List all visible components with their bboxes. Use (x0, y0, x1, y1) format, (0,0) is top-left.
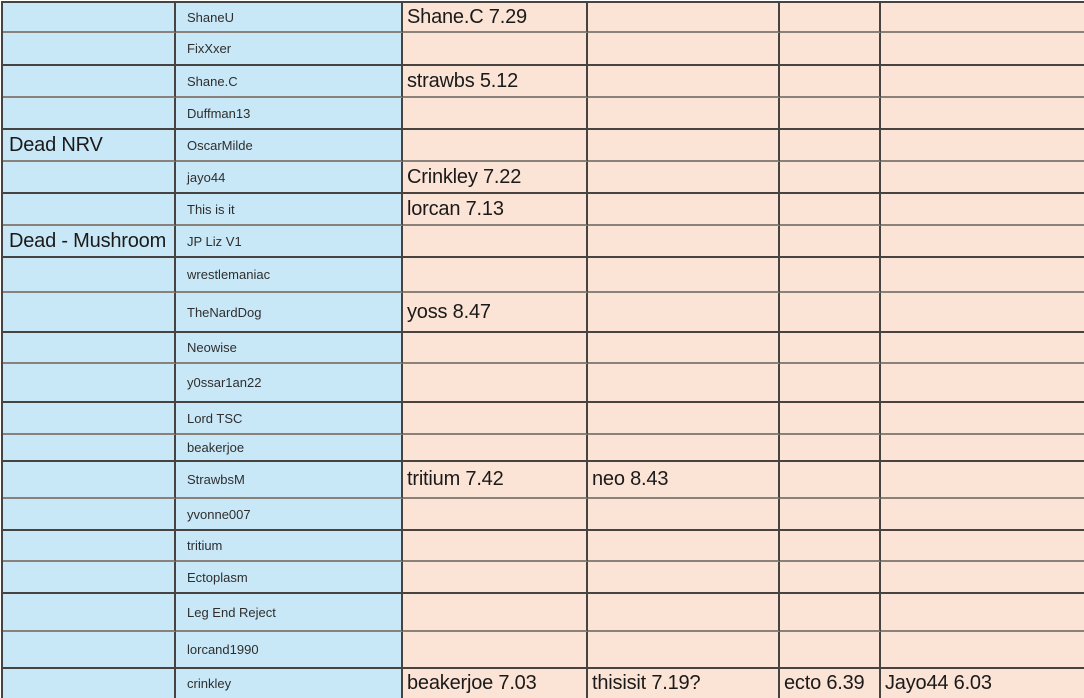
score3-cell[interactable] (780, 499, 881, 531)
group-cell[interactable]: Dead NRV (3, 130, 176, 162)
score3-cell[interactable] (780, 258, 881, 293)
score2-cell[interactable] (588, 562, 780, 594)
score1-cell[interactable] (403, 33, 588, 66)
score2-cell[interactable] (588, 594, 780, 632)
group-cell[interactable] (3, 66, 176, 98)
player-cell[interactable]: y0ssar1an22 (176, 364, 403, 403)
score1-cell[interactable] (403, 531, 588, 562)
player-cell[interactable]: yvonne007 (176, 499, 403, 531)
score4-cell[interactable] (881, 333, 1084, 364)
score4-cell[interactable] (881, 162, 1084, 194)
score4-cell[interactable] (881, 462, 1084, 499)
score1-cell[interactable] (403, 403, 588, 435)
score3-cell[interactable] (780, 333, 881, 364)
score1-cell[interactable]: beakerjoe 7.03 (403, 669, 588, 698)
player-cell[interactable]: crinkley (176, 669, 403, 698)
group-cell[interactable] (3, 462, 176, 499)
score3-cell[interactable] (780, 632, 881, 669)
score3-cell[interactable] (780, 226, 881, 258)
group-cell[interactable] (3, 364, 176, 403)
score3-cell[interactable] (780, 98, 881, 130)
group-cell[interactable] (3, 162, 176, 194)
score2-cell[interactable] (588, 226, 780, 258)
score3-cell[interactable] (780, 162, 881, 194)
score2-cell[interactable] (588, 364, 780, 403)
player-cell[interactable]: StrawbsM (176, 462, 403, 499)
player-cell[interactable]: JP Liz V1 (176, 226, 403, 258)
score3-cell[interactable] (780, 435, 881, 462)
group-cell[interactable] (3, 3, 176, 33)
score1-cell[interactable] (403, 130, 588, 162)
group-cell[interactable] (3, 594, 176, 632)
group-cell[interactable] (3, 531, 176, 562)
score1-cell[interactable]: lorcan 7.13 (403, 194, 588, 226)
player-cell[interactable]: Leg End Reject (176, 594, 403, 632)
score1-cell[interactable] (403, 594, 588, 632)
score2-cell[interactable] (588, 499, 780, 531)
score4-cell[interactable] (881, 594, 1084, 632)
player-cell[interactable]: OscarMilde (176, 130, 403, 162)
score2-cell[interactable] (588, 162, 780, 194)
score1-cell[interactable]: Crinkley 7.22 (403, 162, 588, 194)
score3-cell[interactable] (780, 3, 881, 33)
score2-cell[interactable] (588, 66, 780, 98)
group-cell[interactable] (3, 333, 176, 364)
player-cell[interactable]: Ectoplasm (176, 562, 403, 594)
score3-cell[interactable] (780, 462, 881, 499)
score2-cell[interactable]: thisisit 7.19? (588, 669, 780, 698)
score2-cell[interactable] (588, 258, 780, 293)
group-cell[interactable] (3, 98, 176, 130)
player-cell[interactable]: jayo44 (176, 162, 403, 194)
group-cell[interactable] (3, 33, 176, 66)
group-cell[interactable] (3, 435, 176, 462)
player-cell[interactable]: This is it (176, 194, 403, 226)
score4-cell[interactable] (881, 562, 1084, 594)
score4-cell[interactable] (881, 3, 1084, 33)
spreadsheet-grid (1, 1, 1084, 698)
score3-cell[interactable] (780, 33, 881, 66)
player-cell[interactable]: wrestlemaniac (176, 258, 403, 293)
score3-cell[interactable] (780, 194, 881, 226)
score4-cell[interactable] (881, 98, 1084, 130)
player-cell[interactable]: ShaneU (176, 3, 403, 33)
score4-cell[interactable] (881, 499, 1084, 531)
score3-cell[interactable] (780, 130, 881, 162)
player-cell[interactable]: Lord TSC (176, 403, 403, 435)
group-cell[interactable] (3, 403, 176, 435)
score2-cell[interactable]: neo 8.43 (588, 462, 780, 499)
group-cell[interactable] (3, 194, 176, 226)
player-cell[interactable]: Duffman13 (176, 98, 403, 130)
score2-cell[interactable] (588, 194, 780, 226)
score4-cell[interactable] (881, 226, 1084, 258)
group-cell[interactable] (3, 293, 176, 333)
score1-cell[interactable] (403, 499, 588, 531)
player-cell[interactable]: tritium (176, 531, 403, 562)
score3-cell[interactable] (780, 594, 881, 632)
score1-cell[interactable] (403, 333, 588, 364)
score2-cell[interactable] (588, 531, 780, 562)
score1-cell[interactable]: strawbs 5.12 (403, 66, 588, 98)
score1-cell[interactable] (403, 98, 588, 130)
score4-cell[interactable] (881, 435, 1084, 462)
score4-cell[interactable] (881, 130, 1084, 162)
score4-cell[interactable] (881, 66, 1084, 98)
score3-cell[interactable] (780, 293, 881, 333)
group-cell[interactable] (3, 632, 176, 669)
score2-cell[interactable] (588, 33, 780, 66)
score4-cell[interactable] (881, 293, 1084, 333)
score2-cell[interactable] (588, 98, 780, 130)
score4-cell[interactable] (881, 194, 1084, 226)
score4-cell[interactable] (881, 258, 1084, 293)
group-cell[interactable] (3, 562, 176, 594)
score2-cell[interactable] (588, 293, 780, 333)
score1-cell[interactable] (403, 435, 588, 462)
group-cell[interactable] (3, 499, 176, 531)
score4-cell[interactable] (881, 632, 1084, 669)
group-cell[interactable] (3, 258, 176, 293)
score4-cell[interactable] (881, 33, 1084, 66)
score3-cell[interactable] (780, 562, 881, 594)
player-cell[interactable]: Neowise (176, 333, 403, 364)
score1-cell[interactable] (403, 632, 588, 669)
player-cell[interactable]: lorcand1990 (176, 632, 403, 669)
player-cell[interactable]: TheNardDog (176, 293, 403, 333)
score3-cell[interactable] (780, 531, 881, 562)
score1-cell[interactable] (403, 364, 588, 403)
score1-cell[interactable]: Shane.C 7.29 (403, 3, 588, 33)
score2-cell[interactable] (588, 632, 780, 669)
score1-cell[interactable] (403, 258, 588, 293)
score1-cell[interactable] (403, 562, 588, 594)
score3-cell[interactable] (780, 364, 881, 403)
score4-cell[interactable] (881, 403, 1084, 435)
score1-cell[interactable] (403, 226, 588, 258)
score2-cell[interactable] (588, 130, 780, 162)
group-cell[interactable]: Dead - Mushroom (3, 226, 176, 258)
player-cell[interactable]: beakerjoe (176, 435, 403, 462)
score3-cell[interactable] (780, 66, 881, 98)
score4-cell[interactable]: Jayo44 6.03 (881, 669, 1084, 698)
score2-cell[interactable] (588, 403, 780, 435)
score4-cell[interactable] (881, 531, 1084, 562)
score2-cell[interactable] (588, 3, 780, 33)
score1-cell[interactable]: tritium 7.42 (403, 462, 588, 499)
score4-cell[interactable] (881, 364, 1084, 403)
score2-cell[interactable] (588, 435, 780, 462)
group-cell[interactable] (3, 669, 176, 698)
score2-cell[interactable] (588, 333, 780, 364)
player-cell[interactable]: FixXxer (176, 33, 403, 66)
score3-cell[interactable]: ecto 6.39 (780, 669, 881, 698)
score1-cell[interactable]: yoss 8.47 (403, 293, 588, 333)
score3-cell[interactable] (780, 403, 881, 435)
player-cell[interactable]: Shane.C (176, 66, 403, 98)
